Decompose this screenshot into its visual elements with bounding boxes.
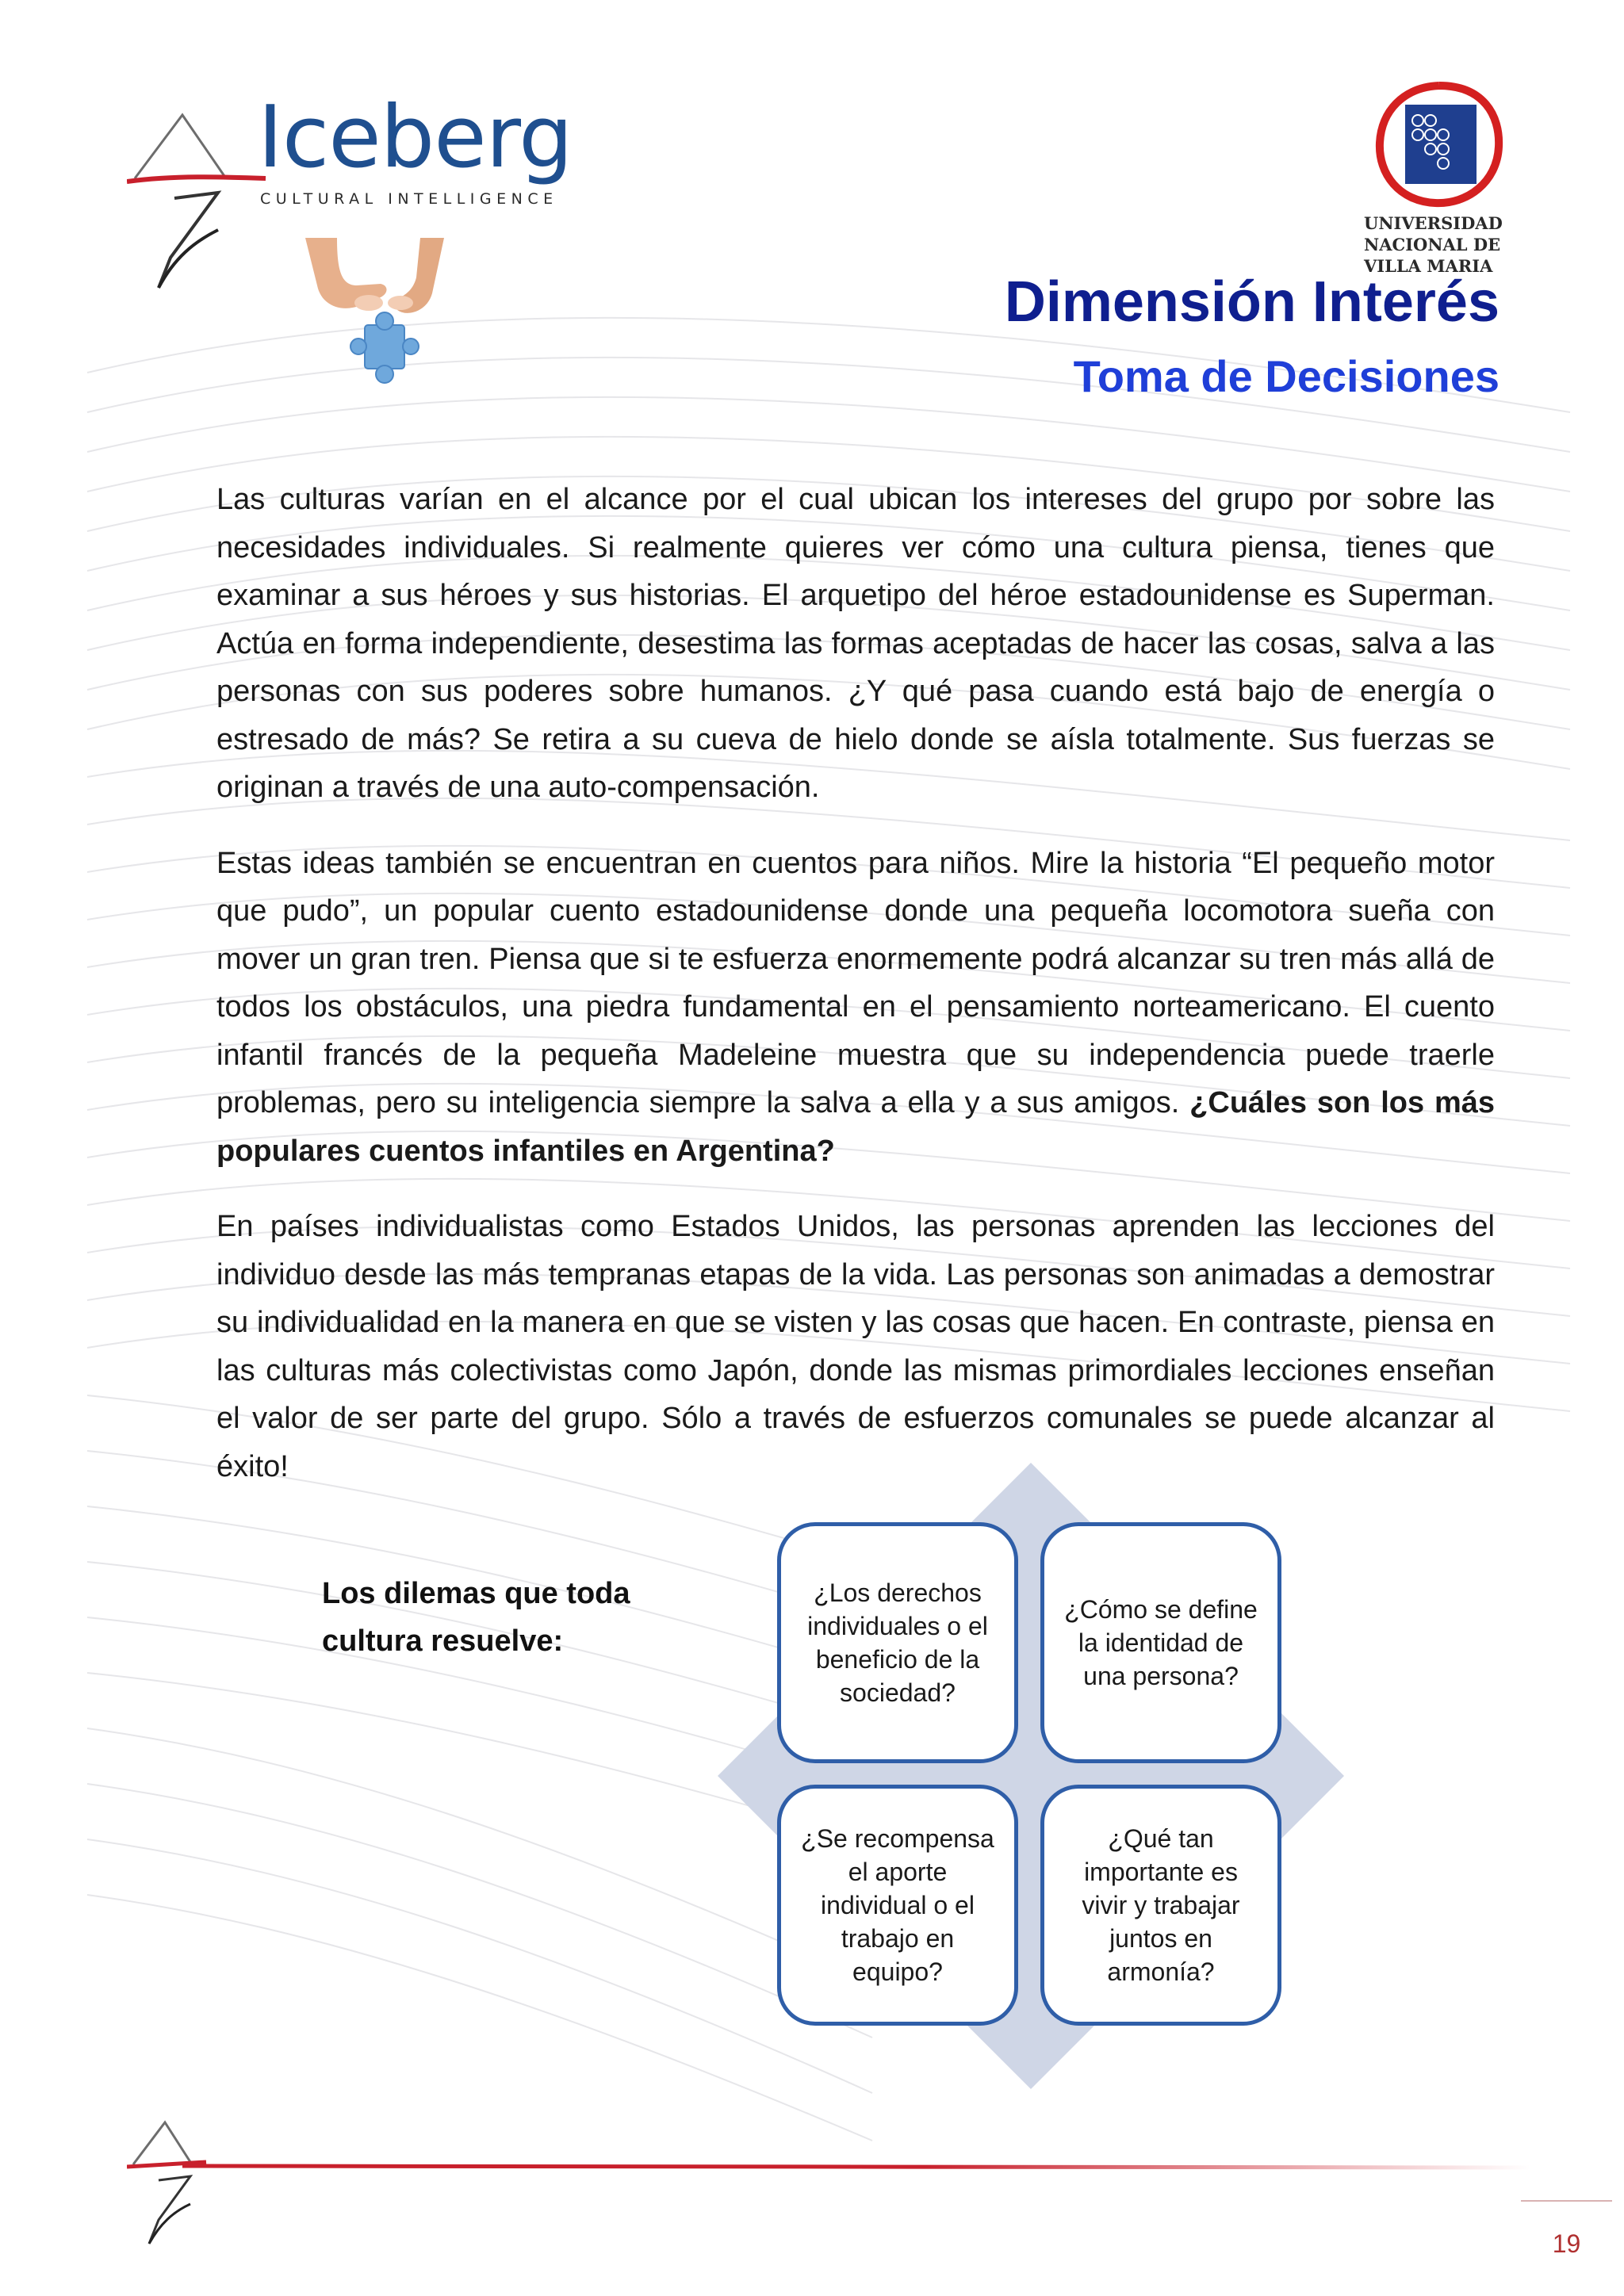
- paragraph: [216, 840, 1495, 1176]
- page-subtitle: Toma de Decisiones: [1073, 351, 1500, 401]
- page-title: Dimensión Interés: [1004, 270, 1500, 334]
- university-name-line: VILLA MARIA: [1364, 256, 1493, 276]
- dilemma-box: [777, 1522, 1018, 1763]
- paragraph: En países individualistas como Estados Unidos, las personas aprenden las lecciones del individuo desde las más tempranas etapas de la vida. Las personas son animadas a demostrar su individualidad en la manera en que se visten y las cosas que hacen. En contraste, piensa en las culturas más colectivistas como Japón, donde las mismas primordiales lecciones enseñan el valor de ser parte del grupo. Sólo a través de esfuerzos comunales se puede alcanzar al éxito!: [216, 1210, 1495, 1483]
- page-number: 19: [1552, 2229, 1581, 2258]
- dilemma-box: [1040, 1785, 1281, 2026]
- paragraph-text: Estas ideas también se encuentran en cuentos para niños. Mire la historia “El pequeño motor que pudo”, un popular cuento estadounidense donde una pequeña locomotora sueña con mover un gran tren. Piensa que si te esfuerza enormemente podrá alcanzar su tren más allá de todos los obstáculos, una piedra fundamental en el pensamiento norteamericano. El cuento infantil francés de la pequeña Madeleine muestra que su independencia puede traerle problemas, pero su inteligencia siempre la salva a ella y a sus amigos.: [216, 846, 1495, 1119]
- dilemmas-heading: Los dilemas que toda cultura resuelve:: [322, 1577, 630, 1658]
- paragraph: Las culturas varían en el alcance por el cual ubican los intereses del grupo por sobre las necesidades individuales. Si realmente quieres ver cómo una cultura piensa, tienes que examinar a sus héroes y sus historias. El arquetipo del héroe estadounidense es Superman. Actúa en forma independiente, desestima las formas aceptadas de hacer las cosas, salva a las personas con sus poderes sobre humanos. ¿Y qué pasa cuando está bajo de energía o estresado de más? Se retira a su cueva de hielo donde se aísla totalmente. Sus fuerzas se originan a través de una auto-compensación.: [216, 483, 1495, 804]
- dilemma-box: [777, 1785, 1018, 2026]
- footer-logo-mark: [127, 2113, 214, 2256]
- page-number-rule: [1521, 2200, 1612, 2202]
- dilemma-question: ¿Se recompensa el aporte individual o el trabajo en equipo?: [801, 1824, 994, 1986]
- dilemma-box: [1040, 1522, 1281, 1763]
- footer-divider-line: [182, 2160, 1530, 2175]
- university-name: [1364, 212, 1522, 277]
- dilemma-question: ¿Los derechos individuales o el beneficio de la sociedad?: [807, 1578, 988, 1707]
- university-name-line: NACIONAL DE: [1364, 235, 1501, 254]
- logo-wordmark: Iceberg: [258, 88, 573, 187]
- body-text: [216, 476, 1495, 1518]
- university-name-line: UNIVERSIDAD: [1364, 213, 1503, 233]
- dilemma-question: ¿Cómo se define la identidad de una persona?: [1064, 1595, 1258, 1690]
- dilemma-question: ¿Qué tan importante es vivir y trabajar juntos en armonía?: [1082, 1824, 1240, 1986]
- iceberg-logo-mark: [127, 99, 270, 297]
- university-seal-icon: [1372, 79, 1507, 210]
- hand-puzzle-piece-icon: [262, 238, 500, 396]
- logo-tagline: CULTURAL INTELLIGENCE: [260, 190, 558, 208]
- paragraph-question: ¿Cuáles son los más populares cuentos infantiles en Argentina?: [216, 1086, 1496, 1168]
